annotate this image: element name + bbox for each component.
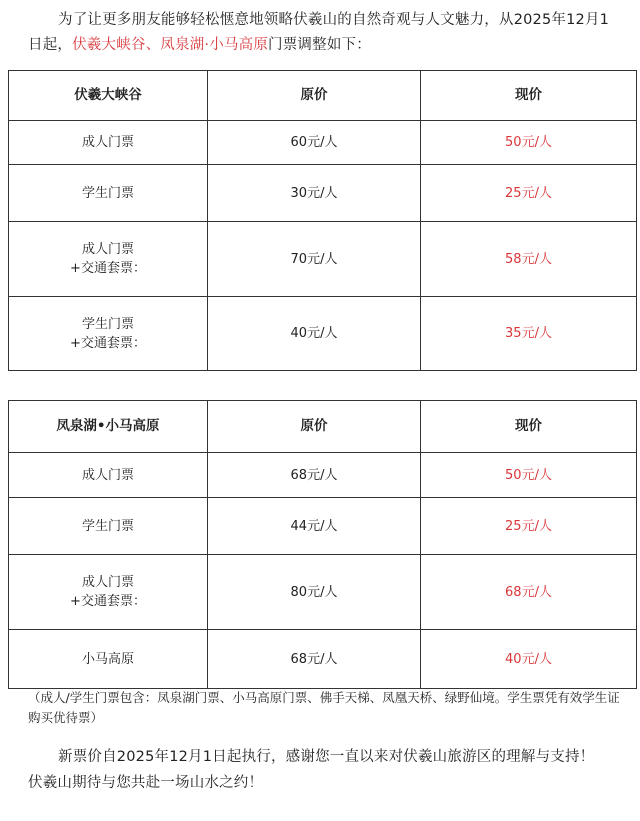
ticket-addon: +交通套票： xyxy=(70,335,146,351)
table-row xyxy=(9,297,637,371)
table-header-row xyxy=(9,401,637,453)
table-row xyxy=(9,222,637,297)
original-price: 44元/人 xyxy=(208,498,421,555)
table-row xyxy=(9,453,637,498)
ticket-type xyxy=(9,297,208,371)
ticket-type xyxy=(9,630,208,689)
header-attraction: 凤泉湖•小马高原 xyxy=(9,401,208,453)
current-price: 35元/人 xyxy=(421,297,637,371)
table-row xyxy=(9,165,637,222)
ticket-name: 成人门票 xyxy=(81,242,134,257)
header-original-price: 原价 xyxy=(208,401,421,453)
ticket-addon: +交通套票： xyxy=(70,594,146,609)
ticket-name: 学生门票 xyxy=(81,518,134,534)
ticket-name: 学生门票 xyxy=(81,185,134,201)
ticket-addon: +交通套票： xyxy=(70,261,146,276)
intro-line-1: 为了让更多朋友能够轻松惬意地领略伏羲山的自然奇观与人文魅力，从2025年12月1 xyxy=(58,12,610,28)
header-original-price: 原价 xyxy=(208,71,421,121)
original-price: 70元/人 xyxy=(208,222,421,297)
table-row xyxy=(9,630,637,689)
current-price: 68元/人 xyxy=(421,555,637,630)
closing-line-2: 伏羲山期待与您共赴一场山水之约！ xyxy=(28,775,264,791)
ticket-type xyxy=(9,498,208,555)
original-price: 40元/人 xyxy=(208,297,421,371)
table-row xyxy=(9,498,637,555)
closing-line-1: 新票价自2025年12月1日起执行，感谢您一直以来对伏羲山旅游区的理解与支持！ xyxy=(58,749,595,765)
ticket-type xyxy=(9,453,208,498)
intro-paragraph xyxy=(28,8,628,58)
current-price: 25元/人 xyxy=(421,498,637,555)
intro-suffix: 门票调整如下： xyxy=(268,37,371,53)
ticket-inclusion-note: （成人/学生门票包含：凤泉湖门票、小马高原门票、佛手天梯、凤凰天桥、绿野仙境。学生票凭有效学生证购买优待票） xyxy=(28,690,620,725)
table-row xyxy=(9,555,637,630)
table-row xyxy=(9,121,637,165)
current-price: 58元/人 xyxy=(421,222,637,297)
ticket-name: 学生门票 xyxy=(81,316,134,332)
ticket-type xyxy=(9,222,208,297)
ticket-name: 小马高原 xyxy=(81,651,134,667)
table-header-row xyxy=(9,71,637,121)
ticket-type xyxy=(9,555,208,630)
current-price: 40元/人 xyxy=(421,630,637,689)
current-price: 50元/人 xyxy=(421,121,637,165)
header-current-price: 现价 xyxy=(421,71,637,121)
header-current-price: 现价 xyxy=(421,401,637,453)
ticket-name: 成人门票 xyxy=(81,575,134,590)
current-price: 50元/人 xyxy=(421,453,637,498)
original-price: 80元/人 xyxy=(208,555,421,630)
ticket-type xyxy=(9,165,208,222)
original-price: 30元/人 xyxy=(208,165,421,222)
ticket-name: 成人门票 xyxy=(81,467,134,483)
original-price: 68元/人 xyxy=(208,453,421,498)
header-attraction: 伏羲大峡谷 xyxy=(9,71,208,121)
intro-line-2 xyxy=(28,33,628,58)
original-price: 68元/人 xyxy=(208,630,421,689)
intro-prefix: 日起， xyxy=(28,37,73,53)
ticket-name: 成人门票 xyxy=(81,135,134,150)
original-price: 60元/人 xyxy=(208,121,421,165)
current-price: 25元/人 xyxy=(421,165,637,222)
fuxi-canyon-price-table xyxy=(8,70,637,371)
fengquan-lake-price-table xyxy=(8,400,637,689)
intro-highlight: 伏羲大峡谷、凤泉湖·小马高原 xyxy=(72,37,269,53)
ticket-type xyxy=(9,121,208,165)
closing-paragraph xyxy=(28,744,628,796)
